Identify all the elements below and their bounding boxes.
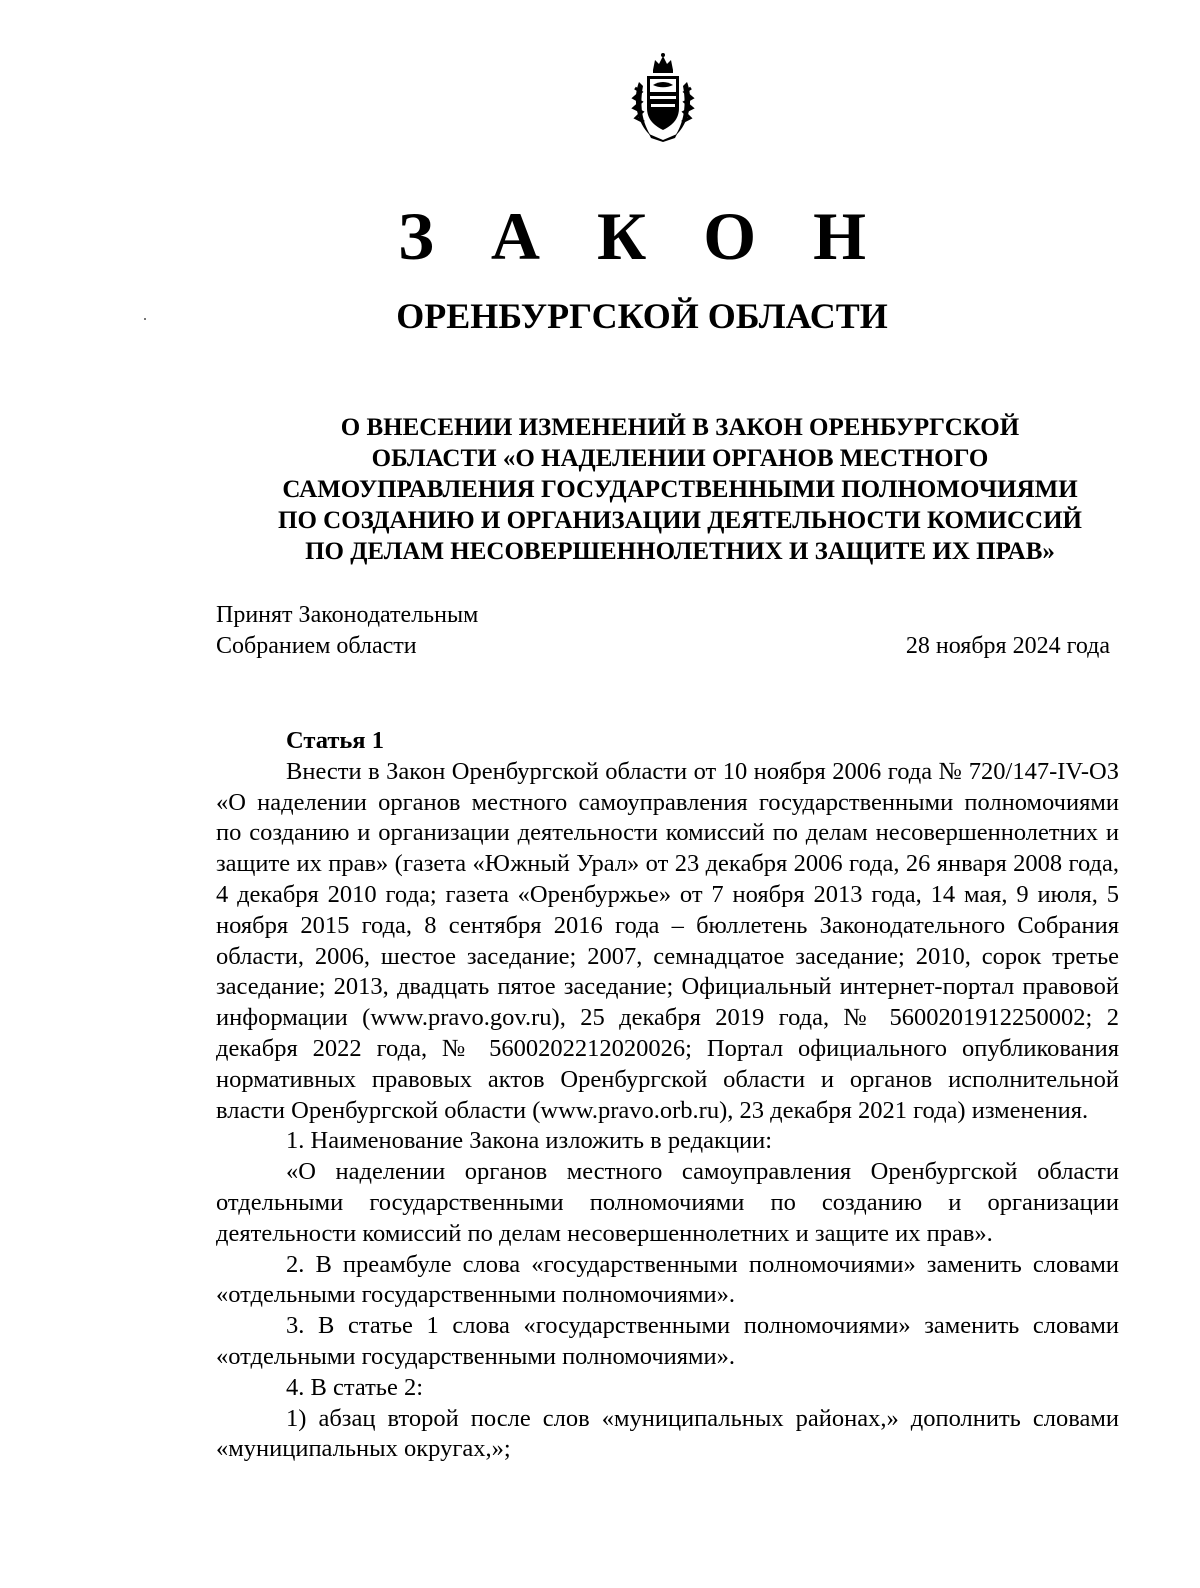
item-4: 4. В статье 2:: [286, 1373, 424, 1401]
adoption-line: Собранием области: [216, 633, 417, 659]
coat-of-arms-icon: [631, 52, 695, 142]
heading-line: ПО ДЕЛАМ НЕСОВЕРШЕННОЛЕТНИХ И ЗАЩИТЕ ИХ ПРАВ»: [305, 538, 1055, 565]
item-1: 1. Наименование Закона изложить в редакции:: [286, 1127, 773, 1155]
heading-line: ОБЛАСТИ «О НАДЕЛЕНИИ ОРГАНОВ МЕСТНОГО: [371, 445, 989, 472]
item-2: 2. В преамбуле слова «государственными полномочиями» заменить словами «отдельными государственными полномочиями».: [216, 1250, 1119, 1309]
adoption-note: [216, 600, 478, 662]
law-heading: [216, 412, 1144, 567]
heading-line: САМОУПРАВЛЕНИЯ ГОСУДАРСТВЕННЫМИ ПОЛНОМОЧИЯМИ: [282, 476, 1078, 503]
law-title: З А К О Н: [397, 198, 887, 274]
adoption-date: 28 ноября 2024 года: [905, 633, 1110, 659]
heading-line: ПО СОЗДАНИЮ И ОРГАНИЗАЦИИ ДЕЯТЕЛЬНОСТИ КОМИССИЙ: [278, 507, 1082, 534]
article-body: [216, 726, 1119, 1465]
region-title: ОРЕНБУРГСКОЙ ОБЛАСТИ: [396, 296, 888, 336]
adoption-line: Принят Законодательным: [216, 602, 479, 628]
item-3: 3. В статье 1 слова «государственными полномочиями» заменить словами «отдельными государственными полномочиями».: [216, 1312, 1119, 1370]
item-1-quote: «О наделении органов местного самоуправления Оренбургской области отдельными государственными полномочиями по созданию и организации деятельности комиссий по делам несовершеннолетних и защите их прав».: [216, 1158, 1119, 1247]
article-intro-paragraph: Внести в Закон Оренбургской области от 10 ноября 2006 года № 720/147-IV-ОЗ «О наделении органов местного самоуправления государственными полномочиями по созданию и организации деятельности комиссий по делам несовершеннолетних и защите их прав» (газета «Южный Урал» от 23 декабря 2006 года, 26 января 2008 года, 4 декабря 2010 года; газета «Оренбуржье» от 7 ноября 2013 года, 14 мая, 9 июля, 5 ноября 2015 года, 8 сентября 2016 года – бюллетень Законодательного Собрания области, 2006, шестое заседание; 2007, семнадцатое заседание; 2010, сорок третье заседание; 2013, двадцать пятое заседание; Официальный интернет-портал правовой информации (www.pravo.gov.ru), 25 декабря 2019 года, № 5600201912250002; 2 декабря 2022 года, № 5600202212020026; Портал официального опубликования нормативных правовых актов Оренбургской области и органов исполнительной власти Оренбургской области (www.pravo.orb.ru), 23 декабря 2021 года) изменения.: [216, 757, 1119, 1124]
heading-line: О ВНЕСЕНИИ ИЗМЕНЕНИЙ В ЗАКОН ОРЕНБУРГСКОЙ: [340, 414, 1020, 441]
item-4-subitem-1: 1) абзац второй после слов «муниципальных районах,» дополнить словами «муниципальных округах,»;: [216, 1404, 1119, 1463]
article-title: Статья 1: [286, 727, 384, 754]
